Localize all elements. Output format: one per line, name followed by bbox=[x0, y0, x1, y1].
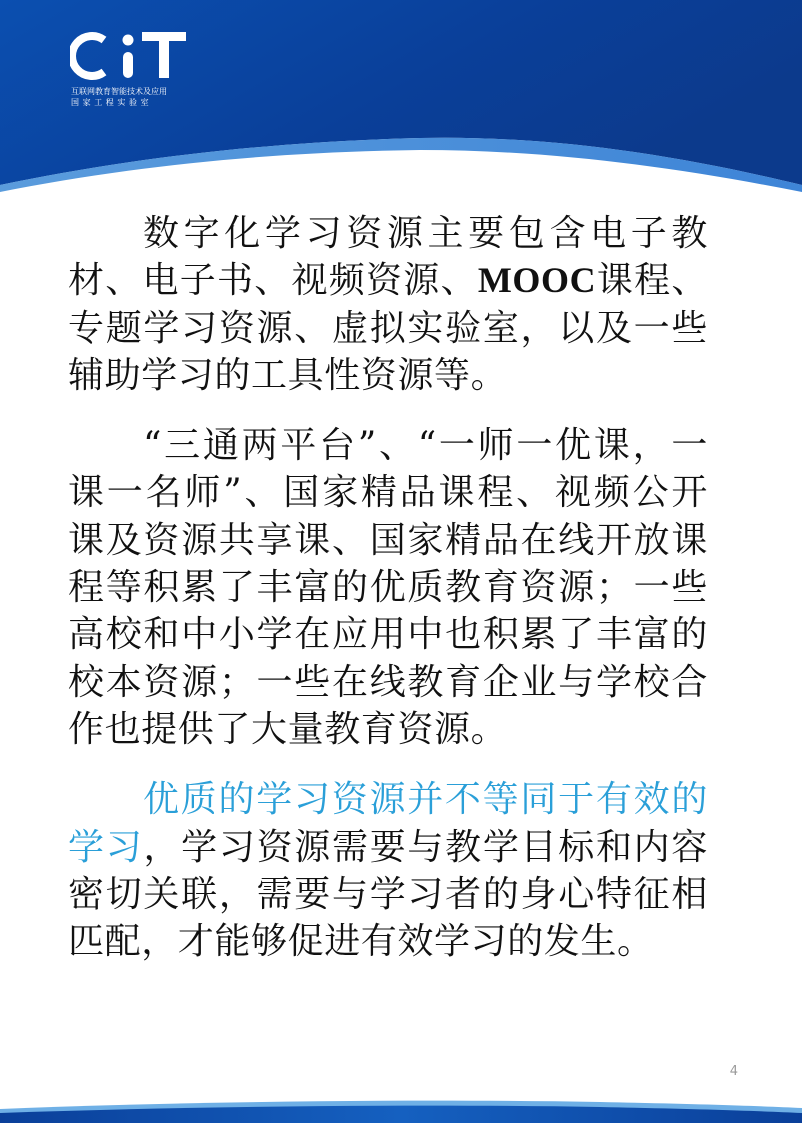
logo-subtitle bbox=[71, 86, 196, 108]
cit-logo-mark bbox=[70, 26, 195, 86]
paragraph-text: “三通两平台”、“一师一优课，一课一名师”、国家精品课程、视频公开课及资源共享课、国家精品在线开放课程等积累了丰富的优质教育资源；一些高校和中小学在应用中也积累了丰富的校本资源；一些在线教育企业与学校合作也提供了大量教育资源。 bbox=[68, 425, 708, 750]
paragraph-1 bbox=[68, 210, 708, 399]
paragraph-text: 课程、专题学习资源、虚拟实验室，以及一些辅助学习的工具性资源等。 bbox=[68, 260, 708, 396]
logo-subtitle-line1: 互联网教育智能技术及应用 bbox=[71, 87, 167, 96]
paragraph-text: 数字化学习资源主要包含电子教材、电子书、视频资源、 bbox=[68, 213, 708, 302]
paragraph-text: ，学习资源需要与教学目标和内容密切关联，需要与学习者的身心特征相匹配，才能够促进有效学习的发生。 bbox=[68, 826, 708, 963]
page-number: 4 bbox=[729, 1064, 738, 1079]
footer-banner bbox=[0, 1075, 802, 1123]
highlighted-text: 优质的学习资源并不等同于有效的学习 bbox=[68, 779, 708, 868]
paragraph-latin-text: MOOC bbox=[477, 260, 597, 301]
logo-subtitle-line2: 国家工程实验室 bbox=[71, 98, 153, 107]
paragraph-3 bbox=[68, 776, 708, 965]
main-content bbox=[68, 210, 708, 988]
paragraph-2 bbox=[68, 422, 708, 753]
footer-wave bbox=[0, 1075, 802, 1123]
